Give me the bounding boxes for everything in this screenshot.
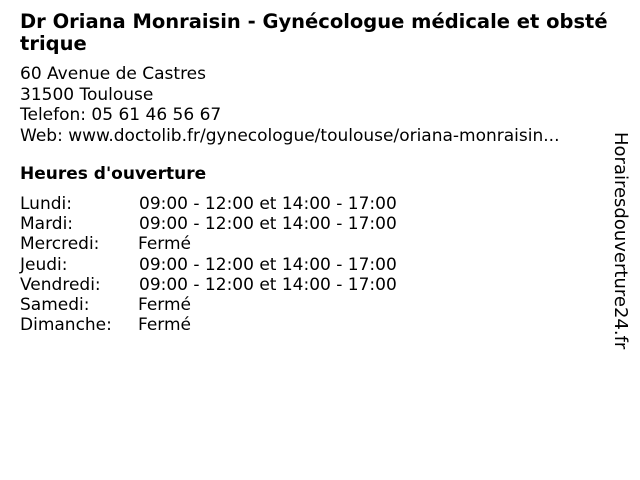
day-hours: Fermé — [138, 294, 192, 315]
day-hours: 09:00 - 12:00 et 14:00 - 17:00 — [139, 194, 397, 214]
opening-hours-heading: Heures d'ouverture — [20, 164, 207, 184]
day-label: Lundi: — [20, 194, 72, 214]
day-label: Jeudi: — [20, 254, 68, 275]
day-label: Dimanche: — [20, 315, 112, 336]
city-postal: 31500 Toulouse — [20, 84, 154, 105]
day-hours: Fermé — [138, 234, 192, 255]
website-link[interactable]: Web: www.doctolib.fr/gynecologue/toulouse/oriana-monraisin... — [20, 125, 560, 146]
day-label: Mardi: — [20, 214, 74, 235]
day-hours: 09:00 - 12:00 et 14:00 - 17:00 — [139, 274, 397, 295]
day-hours: Fermé — [138, 315, 192, 336]
day-hours: 09:00 - 12:00 et 14:00 - 17:00 — [139, 214, 397, 235]
day-label: Vendredi: — [20, 274, 101, 295]
street-address: 60 Avenue de Castres — [20, 64, 206, 84]
watermark-text: Horairesdouverture24.fr — [610, 132, 631, 350]
day-label: Mercredi: — [20, 234, 100, 255]
day-label: Samedi: — [20, 294, 90, 315]
business-address — [20, 64, 559, 146]
day-hours: 09:00 - 12:00 et 14:00 - 17:00 — [139, 254, 397, 275]
page-title: Dr Oriana Monraisin - Gynécologue médicale et obstétrique — [20, 10, 608, 55]
site-watermark — [602, 132, 638, 372]
phone-number: Telefon: 05 61 46 56 67 — [20, 105, 222, 125]
